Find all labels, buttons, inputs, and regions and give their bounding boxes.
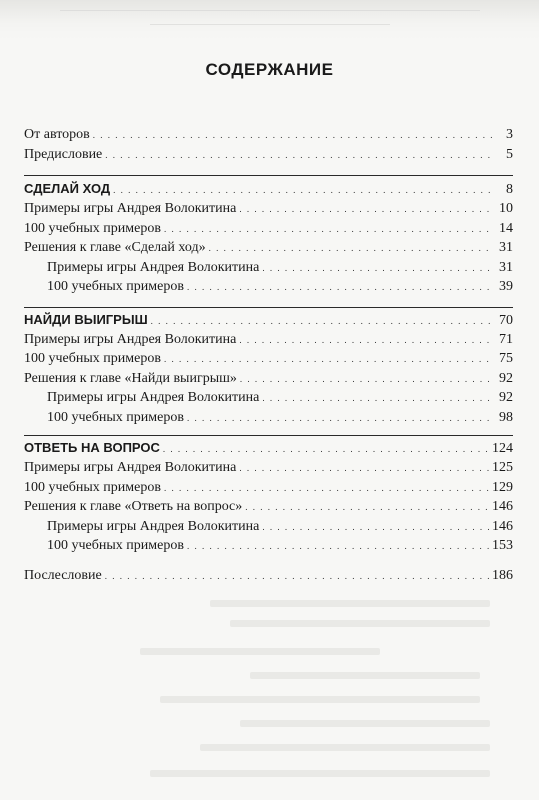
- toc-section-heading[interactable]: [24, 437, 513, 459]
- bleed-through-line: [200, 744, 490, 751]
- toc-entry[interactable]: [24, 237, 513, 259]
- toc-entry-label: Решения к главе «Найди выигрыш»: [24, 371, 237, 386]
- toc-section-heading[interactable]: [24, 309, 513, 331]
- dot-leader: [105, 565, 489, 587]
- toc-entry-label: Решения к главе «Сделай ход»: [24, 240, 206, 255]
- toc-entry-label: Примеры игры Андрея Волокитина: [24, 201, 237, 216]
- toc-entry[interactable]: [24, 457, 513, 479]
- toc-section-heading[interactable]: [24, 178, 513, 200]
- toc-entry-label: Примеры игры Андрея Волокитина: [24, 460, 237, 475]
- toc-page-number: 70: [499, 313, 513, 328]
- toc-page-number: 92: [499, 371, 513, 386]
- section-divider: [24, 435, 513, 436]
- dot-leader: [262, 387, 492, 409]
- dot-leader: [245, 496, 489, 518]
- dot-leader: [209, 237, 492, 259]
- dot-leader: [164, 348, 492, 370]
- toc-page-number: 39: [499, 279, 513, 294]
- bleed-through-line: [60, 10, 480, 11]
- dot-leader: [239, 457, 489, 479]
- toc-page-number: 153: [492, 538, 513, 553]
- toc-entry-label: Примеры игры Андрея Волокитина: [47, 260, 260, 275]
- dot-leader: [93, 124, 492, 146]
- dot-leader: [105, 144, 492, 166]
- toc-page-number: 146: [492, 499, 513, 514]
- toc-section-label: СДЕЛАЙ ХОД: [24, 181, 111, 196]
- toc-entry[interactable]: [24, 198, 513, 220]
- toc-page-number: 98: [499, 410, 513, 425]
- toc-page-number: 8: [506, 182, 513, 197]
- dot-leader: [187, 535, 489, 557]
- bleed-through-line: [210, 600, 490, 607]
- toc-entry-label: Послесловие: [24, 568, 102, 583]
- toc-entry-label: Решения к главе «Ответь на вопрос»: [24, 499, 243, 514]
- dot-leader: [187, 276, 492, 298]
- toc-entry[interactable]: [24, 565, 513, 587]
- bleed-through-line: [140, 648, 380, 655]
- toc-subentry[interactable]: [24, 407, 513, 429]
- toc-entry-label: 100 учебных примеров: [24, 221, 161, 236]
- section-divider: [24, 307, 513, 308]
- toc-page-number: 3: [506, 127, 513, 142]
- bleed-through-line: [160, 696, 480, 703]
- toc-page-number: 75: [499, 351, 513, 366]
- toc-entry[interactable]: [24, 124, 513, 146]
- toc-entry-label: 100 учебных примеров: [47, 279, 184, 294]
- toc-entry[interactable]: [24, 144, 513, 166]
- toc-page-number: 124: [492, 441, 513, 456]
- dot-leader: [239, 198, 492, 220]
- toc-page-number: 14: [499, 221, 513, 236]
- toc-entry-label: 100 учебных примеров: [47, 410, 184, 425]
- toc-page-number: 5: [506, 147, 513, 162]
- toc-page-number: 31: [499, 260, 513, 275]
- section-divider: [24, 175, 513, 176]
- bleed-through-line: [240, 720, 490, 727]
- toc-page-number: 146: [492, 519, 513, 534]
- toc-section-label: НАЙДИ ВЫИГРЫШ: [24, 312, 148, 327]
- toc-entry-label: 100 учебных примеров: [47, 538, 184, 553]
- toc-page-number: 10: [499, 201, 513, 216]
- toc-entry-label: 100 учебных примеров: [24, 480, 161, 495]
- toc-page-number: 31: [499, 240, 513, 255]
- toc-page-number: 125: [492, 460, 513, 475]
- toc-entry-label: Примеры игры Андрея Волокитина: [47, 519, 260, 534]
- toc-entry-label: Примеры игры Андрея Волокитина: [47, 390, 260, 405]
- toc-page-number: 186: [492, 568, 513, 583]
- toc-page-number: 129: [492, 480, 513, 495]
- toc-entry-label: От авторов: [24, 127, 90, 142]
- toc-subentry[interactable]: [24, 535, 513, 557]
- toc-page-number: 92: [499, 390, 513, 405]
- toc-entry-label: 100 учебных примеров: [24, 351, 161, 366]
- page-top-bleed: [0, 0, 539, 40]
- toc-page-number: 71: [499, 332, 513, 347]
- toc-section-label: ОТВЕТЬ НА ВОПРОС: [24, 440, 160, 455]
- bleed-through-line: [150, 24, 390, 25]
- toc-subentry[interactable]: [24, 276, 513, 298]
- dot-leader: [187, 407, 492, 429]
- toc-subentry[interactable]: [24, 387, 513, 409]
- bleed-through-line: [250, 672, 480, 679]
- toc-entry-label: Предисловие: [24, 147, 103, 162]
- toc-entry-label: Примеры игры Андрея Волокитина: [24, 332, 237, 347]
- toc-entry[interactable]: [24, 348, 513, 370]
- bleed-through-line: [150, 770, 490, 777]
- page-title: СОДЕРЖАНИЕ: [205, 60, 334, 79]
- toc-entry[interactable]: [24, 496, 513, 518]
- bleed-through-line: [230, 620, 490, 627]
